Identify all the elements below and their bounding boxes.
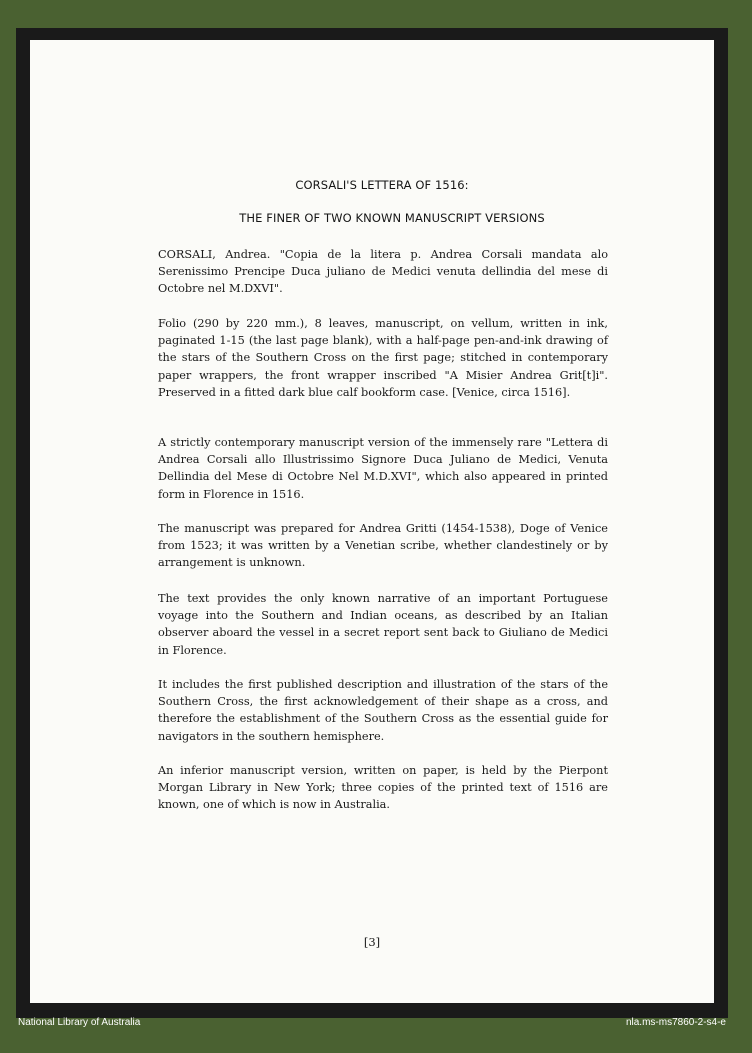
paragraph-contemporary: A strictly contemporary manuscript version of the immensely rare "Lettera di Andrea Corsali allo Illustrissimo Signore Duca Juliano de Medici, Venuta Dellindia del Mese di Octobre Nel M.D.XVI", which also appeared in printed form in Florence in 1516. (158, 436, 608, 501)
document-subheading: THE FINER OF TWO KNOWN MANUSCRIPT VERSIONS (239, 211, 545, 225)
paragraph-other-versions: An inferior manuscript version, written on paper, is held by the Pierpont Morgan Library in New York; three copies of the printed text of 1516 are known, one of which is now in Australia. (158, 764, 608, 812)
paragraph-description: Folio (290 by 220 mm.), 8 leaves, manuscript, on vellum, written in ink, paginated 1-15 (the last page blank), with a half-page pen-and-ink drawing of the stars of the Southern Cross on the first page; stitched in contemporary paper wrappers, the front wrapper inscribed "A Misier Andrea Grit[t]i". Preserved in a fitted dark blue calf bookform case. [Venice, circa 1516]. (158, 317, 608, 399)
document-page (30, 40, 714, 1003)
footer-identifier: nla.ms-ms7860-2-s4-e (625, 1017, 726, 1028)
paragraph-narrative: The text provides the only known narrative of an important Portuguese voyage into the Southern and Indian oceans, as described by an Italian observer aboard the vessel in a secret report sent back to Giuliano de Medici in Florence. (158, 592, 608, 657)
page-number: [3] (363, 935, 381, 949)
paragraph-southern-cross: It includes the first published description and illustration of the stars of the Southern Cross, the first acknowledgement of their shape as a cross, and therefore the establishment of the Southern Cross as the essential guide for navigators in the southern hemisphere. (158, 678, 608, 743)
footer-bar (0, 1017, 752, 1031)
footer-library-name: National Library of Australia (18, 1017, 141, 1028)
document-heading: CORSALI'S LETTERA OF 1516: (295, 178, 469, 192)
paragraph-provenance: The manuscript was prepared for Andrea Gritti (1454-1538), Doge of Venice from 1523; it was written by a Venetian scribe, whether clandestinely or by arrangement is unknown. (158, 522, 608, 570)
paragraph-citation: CORSALI, Andrea. "Copia de la litera p. Andrea Corsali mandata alo Serenissimo Prencipe Duca juliano de Medici venuta dellindia del mese di Octobre nel M.DXVI". (158, 248, 608, 296)
